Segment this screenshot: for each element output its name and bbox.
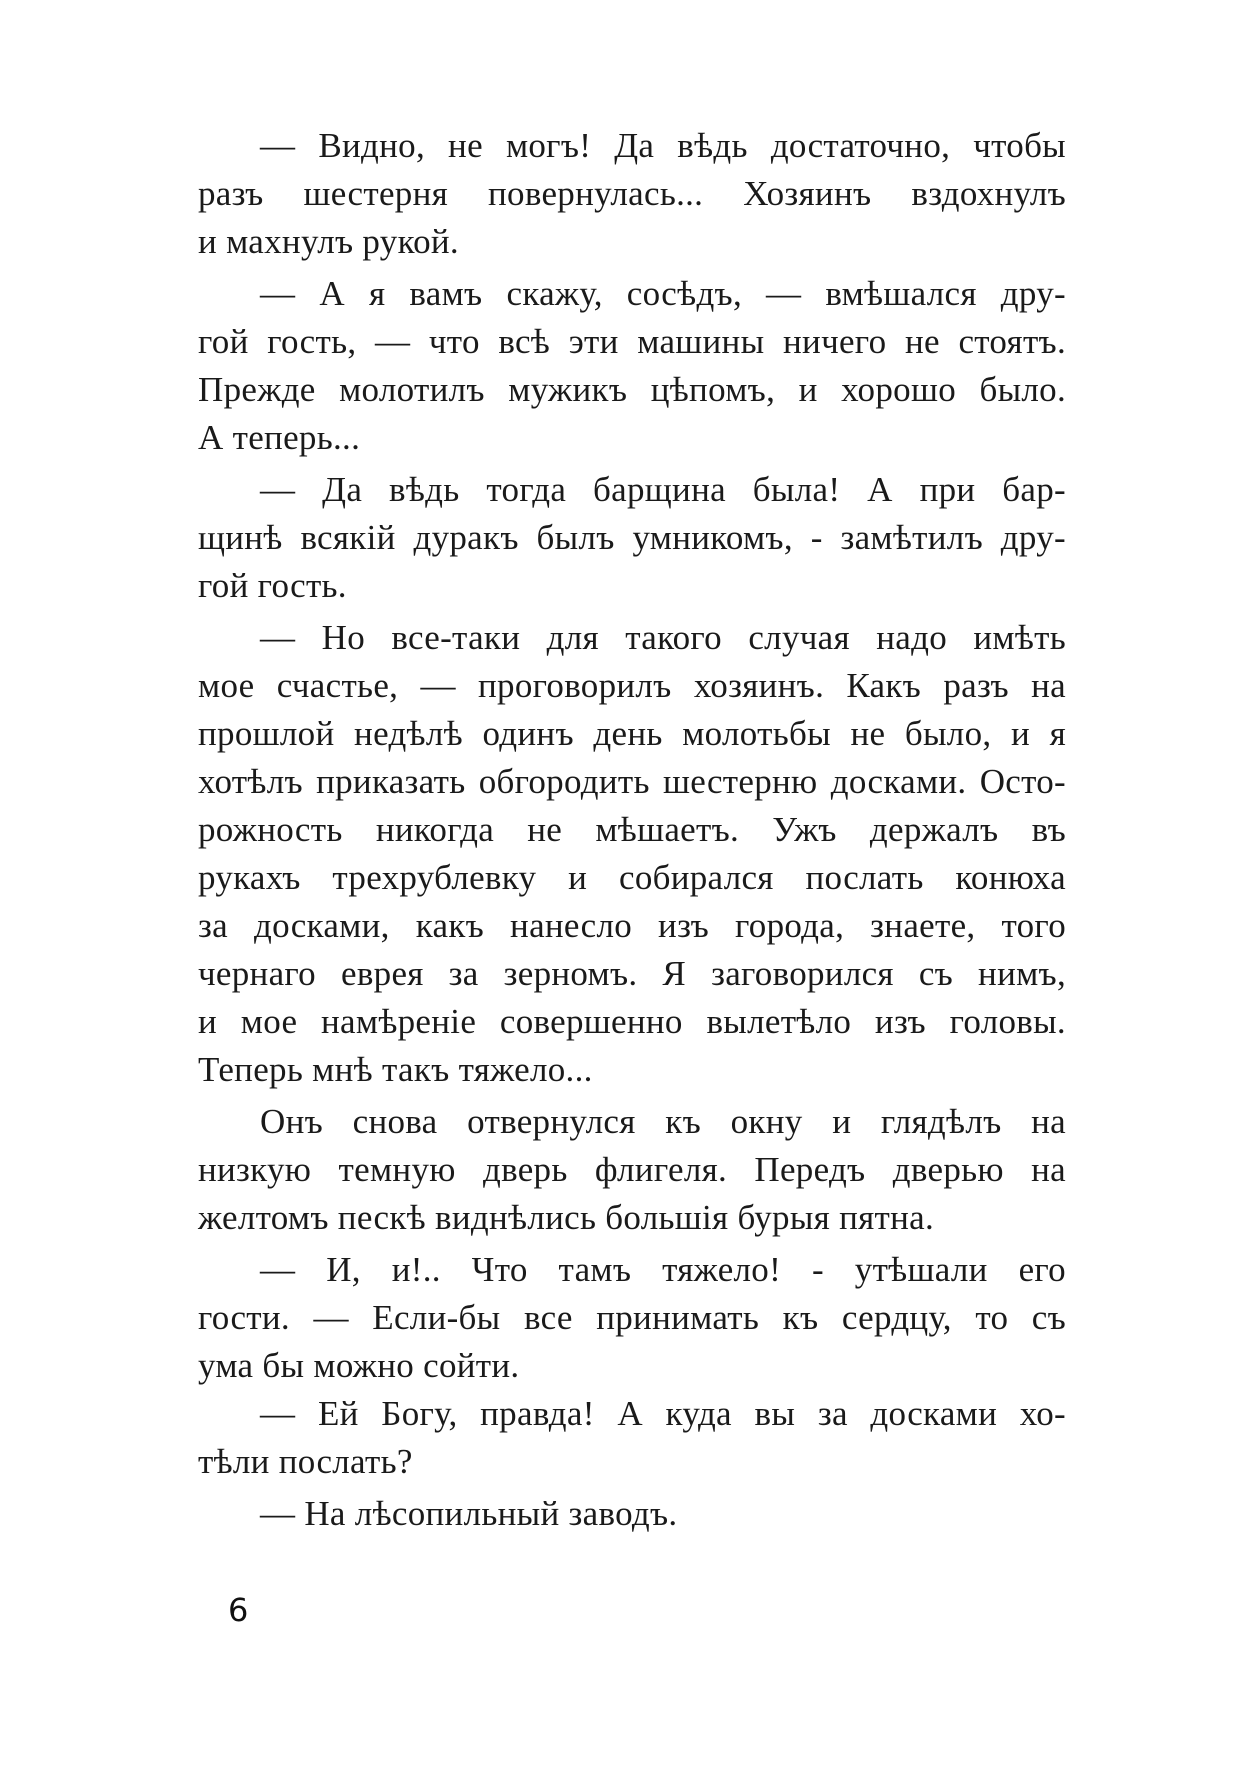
text-line: и мое намѣреніе совершенно вылетѣло изъ головы. — [198, 1002, 1066, 1041]
text-line: — Да вѣдь тогда барщина была! А при бар- — [260, 470, 1066, 509]
text-line: Теперь мнѣ такъ тяжело... — [198, 1050, 593, 1089]
text-line: хотѣлъ приказать обгородить шестерню досками. Осто- — [198, 762, 1066, 801]
text-line: — Видно, не могъ! Да вѣдь достаточно, чтобы — [260, 126, 1066, 165]
text-line: ума бы можно сойти. — [198, 1346, 520, 1385]
text-line: гости. — Если-бы все принимать къ сердцу, то съ — [198, 1298, 1066, 1337]
text-line: желтомъ пескѣ виднѣлись большія бурыя пятна. — [198, 1198, 935, 1237]
text-line: мое счастье, — проговорилъ хозяинъ. Какъ разъ на — [198, 666, 1066, 705]
text-line: — А я вамъ скажу, сосѣдъ, — вмѣшался дру- — [260, 274, 1066, 313]
body-text — [198, 122, 1066, 1538]
text-line: рукахъ трехрублевку и собирался послать конюха — [198, 858, 1066, 897]
text-line: А теперь... — [198, 418, 361, 457]
text-line: и махнулъ рукой. — [198, 222, 459, 261]
text-line: щинѣ всякій дуракъ былъ умникомъ, - замѣтилъ дру- — [198, 518, 1066, 557]
text-line: гой гость. — [198, 566, 347, 605]
text-line: за досками, какъ нанесло изъ города, знаете, того — [198, 906, 1066, 945]
text-line: Прежде молотилъ мужикъ цѣпомъ, и хорошо было. — [198, 370, 1066, 409]
text-line: низкую темную дверь флигеля. Передъ дверью на — [198, 1150, 1066, 1189]
text-line: — Но все-таки для такого случая надо имѣть — [260, 618, 1066, 657]
text-line: гой гость, — что всѣ эти машины ничего не стоятъ. — [198, 322, 1066, 361]
text-line: — Ей Богу, правда! А куда вы за досками хо- — [260, 1394, 1066, 1433]
text-line: — На лѣсопильный заводъ. — [260, 1494, 678, 1533]
page-number: 6 — [228, 1591, 249, 1629]
text-line: чернаго еврея за зерномъ. Я заговорился съ нимъ, — [198, 954, 1066, 993]
text-line: рожность никогда не мѣшаетъ. Ужъ держалъ въ — [198, 810, 1066, 849]
text-line: тѣли послать? — [198, 1442, 413, 1481]
text-line: Онъ снова отвернулся къ окну и глядѣлъ на — [260, 1102, 1066, 1141]
text-line: разъ шестерня повернулась... Хозяинъ вздохнулъ — [198, 174, 1066, 213]
text-line: — И, и!.. Что тамъ тяжело! - утѣшали его — [260, 1250, 1066, 1289]
text-line: прошлой недѣлѣ одинъ день молотьбы не было, и я — [198, 714, 1066, 753]
